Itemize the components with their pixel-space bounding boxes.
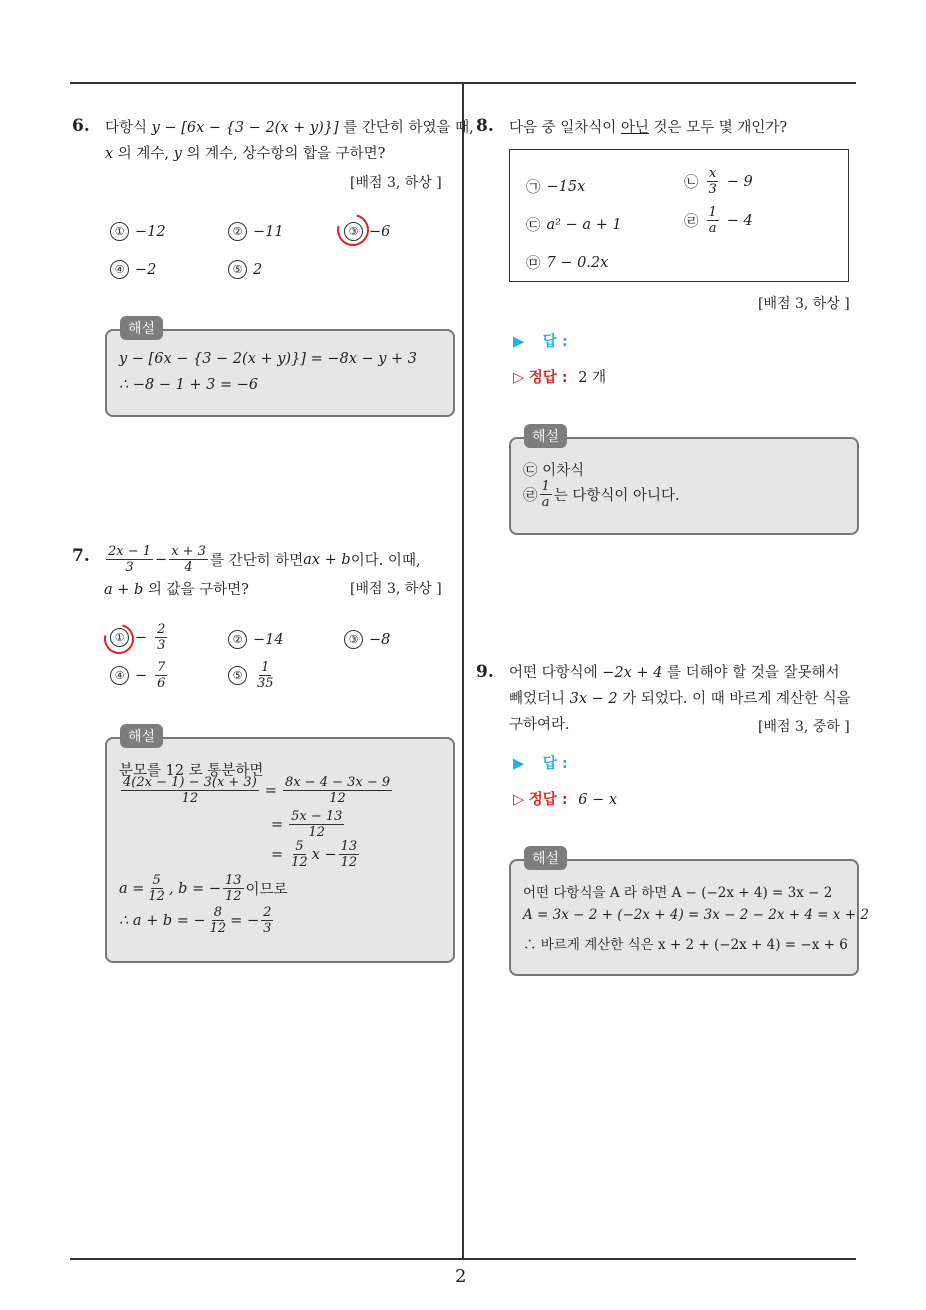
correct-value: 2 개 — [578, 370, 607, 386]
expression: , b = − — [168, 880, 221, 897]
text: 이다. 이때, — [350, 553, 421, 569]
expression: a + b — [104, 582, 144, 598]
text: 의 값을 구하면? — [143, 582, 249, 598]
choice-value: 7 − 0.2x — [546, 254, 609, 271]
play-arrow-icon: ▶ — [513, 756, 525, 772]
option-mark: ⑤ — [228, 260, 247, 279]
question-number: 7. — [72, 546, 90, 566]
solution-line — [119, 775, 394, 806]
fraction: $\frac{1}{35}$ — [257, 660, 274, 691]
solution-tag: 해설 — [524, 424, 567, 448]
solution-box — [509, 859, 869, 976]
answer-row — [513, 330, 568, 351]
fraction: $\frac{4(2x - 1) - 3(x + 3)}{12}$ — [123, 775, 257, 806]
question-number: 6. — [72, 116, 90, 136]
var-x: x — [105, 146, 114, 162]
solution-line: ㉣ $\frac{1}{a}$ 는 다항식이 아니다. — [523, 479, 680, 510]
question-text-line2 — [104, 578, 249, 599]
correct-label: 정답 : — [528, 792, 568, 808]
option-value: −6 — [369, 223, 391, 240]
fraction: $\frac{1}{a}$ — [708, 205, 717, 236]
solution-tag: 해설 — [120, 316, 163, 340]
operator: = — [271, 816, 284, 833]
option-value: −11 — [253, 223, 284, 240]
fraction: $\frac{13}{12}$ — [340, 839, 358, 870]
question-text — [105, 115, 474, 167]
score-label: [배점 3, 중하 ] — [758, 719, 850, 735]
var-y: y — [173, 146, 182, 162]
answer-label: 답 : — [542, 756, 568, 772]
fraction: $\frac{2x - 1}{3}$ — [108, 544, 152, 575]
answer-label: 답 : — [542, 334, 568, 350]
fraction: $\frac{x + 3}{4}$ — [171, 544, 206, 575]
operator: − — [155, 551, 168, 568]
fraction: $\frac{2}{3}$ — [157, 622, 166, 653]
correct-answer-mark — [331, 208, 375, 252]
option-mark: ④ — [110, 260, 129, 279]
play-arrow-icon: ▶ — [513, 334, 525, 350]
choice-mark: ㉠ — [526, 180, 541, 196]
solution-box — [509, 437, 859, 535]
expression: y − [6x − {3 − 2(x + y)}] — [151, 120, 339, 136]
choice-b — [684, 166, 753, 197]
option-mark: ③ — [344, 222, 363, 241]
page-number: 2 — [455, 1266, 467, 1287]
option-sign: − — [135, 667, 148, 684]
column-divider — [462, 83, 464, 1259]
solution-line — [119, 905, 275, 936]
correct-answer-row — [513, 788, 617, 809]
option-2[interactable] — [228, 222, 284, 241]
operator: = — [264, 782, 277, 799]
operator: = — [271, 846, 284, 863]
option-3[interactable] — [344, 630, 390, 649]
choice-a — [526, 176, 585, 197]
text: 의 계수, 상수항의 합을 구하면? — [181, 146, 386, 162]
option-value: −12 — [135, 223, 166, 240]
score-label: [배점 3, 하상 ] — [350, 581, 442, 597]
solution-line — [119, 873, 288, 904]
expression: ax + b — [303, 551, 351, 568]
text: 를 간단히 하였을 때, — [338, 120, 474, 136]
option-value: 2 — [253, 261, 263, 278]
solution-line: ∴ −8 − 1 + 3 = −6 — [119, 377, 259, 393]
fraction: $\frac{5}{12}$ — [148, 873, 165, 904]
text: 다음 중 일차식이 — [509, 120, 621, 136]
text: 의 계수, — [113, 146, 174, 162]
correct-answer-row — [513, 366, 606, 387]
option-1[interactable] — [110, 222, 166, 241]
text: 것은 모두 몇 개인가? — [648, 120, 788, 136]
score-label: [배점 3, 하상 ] — [350, 175, 442, 191]
choice-value: − 4 — [726, 212, 753, 229]
solution-line: 어떤 다항식을 A 라 하면 A − (−2x + 4) = 3x − 2 — [523, 885, 833, 901]
option-mark: ⑤ — [228, 666, 247, 685]
fraction: $\frac{5}{12}$ — [291, 839, 308, 870]
text: 이므로 — [245, 882, 288, 898]
choices-box — [509, 149, 849, 282]
underlined-text: 아닌 — [620, 120, 649, 136]
fraction: $\frac{5x - 13}{12}$ — [291, 809, 343, 840]
option-mark: ① — [110, 222, 129, 241]
solution-box — [105, 329, 455, 417]
option-4[interactable] — [110, 260, 156, 279]
option-mark: ① — [110, 628, 129, 647]
option-value: −8 — [369, 631, 391, 648]
expression: a = — [119, 880, 145, 897]
question-text-line1 — [104, 544, 421, 575]
solution-line: y − [6x − {3 − 2(x + y)}] = −8x − y + 3 — [119, 351, 418, 367]
outline-arrow-icon: ▷ — [513, 792, 525, 808]
correct-label: 정답 : — [528, 370, 568, 386]
option-5[interactable] — [228, 660, 278, 691]
solution-box — [105, 737, 455, 963]
solution-line — [267, 809, 346, 840]
option-5[interactable] — [228, 260, 262, 279]
score-label: [배점 3, 하상 ] — [758, 296, 850, 312]
question-number: 9. — [476, 662, 494, 682]
correct-value: 6 − x — [578, 792, 618, 808]
choice-value: a² − a + 1 — [546, 216, 622, 233]
operator: = − — [230, 912, 260, 929]
expression: x − — [311, 846, 337, 863]
question-text: 어떤 다항식에 −2x + 4 를 더해야 할 것을 잘못해서 빼었더니 3x − 2 가 되었다. 이 때 바르게 계산한 식을 구하여라. — [509, 665, 851, 733]
fraction: $\frac{8}{12}$ — [209, 905, 227, 936]
solution-line: ∴ 바르게 계산한 식은 x + 2 + (−2x + 4) = −x + 6 — [523, 937, 848, 953]
choice-value: − 9 — [726, 173, 753, 190]
fraction: $\frac{x}{3}$ — [708, 166, 717, 197]
solution-line — [267, 839, 361, 870]
solution-line: A = 3x − 2 + (−2x + 4) = 3x − 2 − 2x + 4 = x + 2 — [523, 907, 869, 923]
solution-tag: 해설 — [120, 724, 163, 748]
solution-tag: 해설 — [524, 846, 567, 870]
choice-mark: ㉢ — [526, 218, 541, 234]
solution-line: ㉢ 이차식 — [523, 463, 585, 479]
text: 를 간단히 하면 — [209, 553, 304, 569]
choice-mark: ㉡ — [684, 175, 699, 191]
option-sign: − — [135, 629, 148, 646]
option-value: −14 — [253, 631, 284, 648]
solution-line: 분모를 12 로 통분하면 — [119, 763, 264, 779]
text: 다항식 — [105, 120, 152, 136]
fraction: $\frac{8x - 4 - 3x - 9}{12}$ — [284, 775, 391, 806]
fraction: $\frac{13}{12}$ — [224, 873, 242, 904]
option-mark: ② — [228, 222, 247, 241]
fraction: $\frac{1}{a}$ — [541, 479, 550, 510]
choice-e — [526, 252, 608, 273]
fraction: $\frac{2}{3}$ — [263, 905, 272, 936]
option-value: −2 — [135, 261, 157, 278]
answer-row — [513, 752, 568, 773]
choice-c — [526, 214, 622, 235]
question-text — [509, 115, 787, 141]
fraction: $\frac{7}{6}$ — [157, 660, 166, 691]
option-mark: ④ — [110, 666, 129, 685]
option-mark: ③ — [344, 630, 363, 649]
choice-d — [684, 205, 753, 236]
question-number: 8. — [476, 116, 494, 136]
option-2[interactable] — [228, 630, 284, 649]
bottom-rule — [70, 1258, 856, 1260]
choice-mark: ㉣ — [684, 214, 699, 230]
expression: ∴ a + b = − — [119, 912, 206, 929]
choice-value: −15x — [546, 178, 586, 195]
option-mark: ② — [228, 630, 247, 649]
option-4[interactable] — [110, 660, 169, 691]
choice-mark: ㉤ — [526, 256, 541, 272]
outline-arrow-icon: ▷ — [513, 370, 525, 386]
